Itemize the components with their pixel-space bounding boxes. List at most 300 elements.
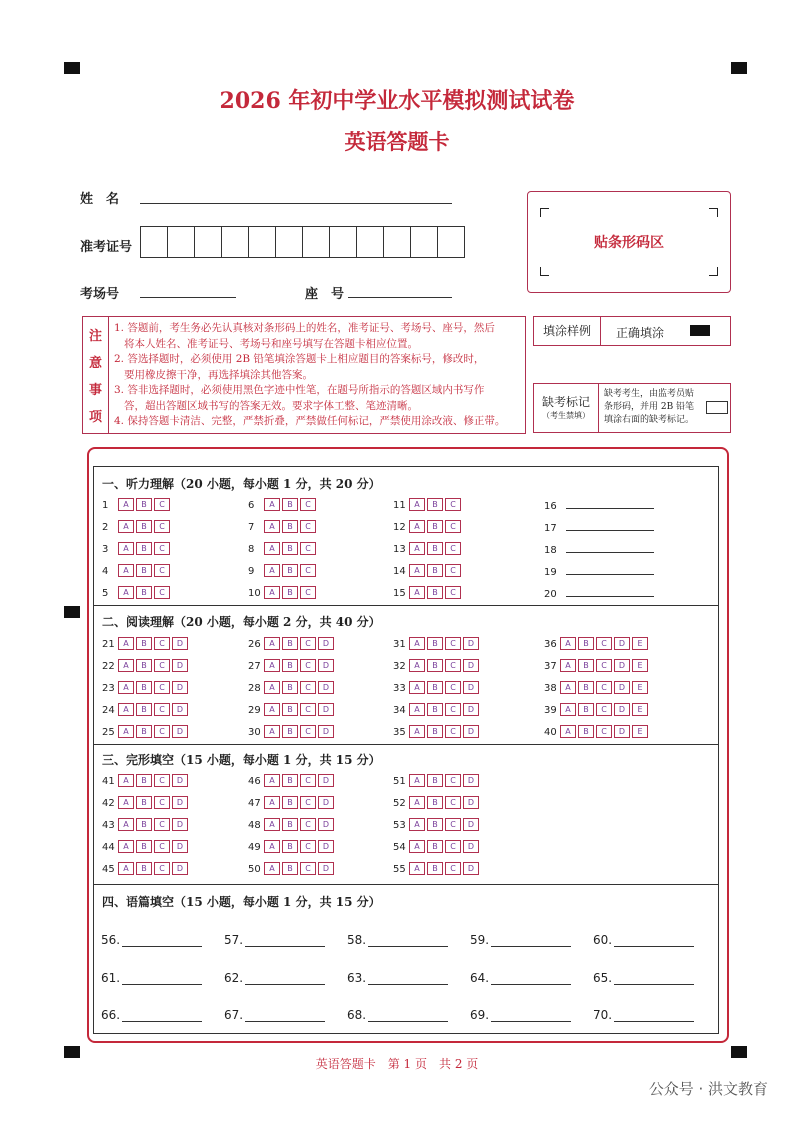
answer-bubble[interactable]: D (318, 637, 334, 650)
answer-bubble[interactable]: A (409, 774, 425, 787)
fill-blank[interactable] (101, 933, 202, 947)
page-footer: 英语答题卡 第 1 页 共 2 页 (315, 1057, 479, 1071)
answer-bubble[interactable]: A (409, 520, 425, 533)
answer-bubble[interactable]: A (264, 586, 280, 599)
question-number: 31 (393, 638, 406, 650)
answer-bubble[interactable]: D (172, 659, 188, 672)
answer-bubble[interactable]: C (300, 862, 316, 875)
blank-question[interactable] (544, 564, 654, 578)
answer-bubble[interactable]: D (463, 796, 479, 809)
answer-bubble[interactable]: C (154, 520, 170, 533)
fill-blank[interactable] (593, 971, 694, 985)
answer-line[interactable] (491, 934, 571, 947)
answer-bubble[interactable]: C (154, 564, 170, 577)
question-row (102, 498, 172, 512)
answer-bubble[interactable]: A (118, 681, 134, 694)
answer-line[interactable] (245, 972, 325, 985)
answer-line[interactable] (122, 972, 202, 985)
answer-bubble[interactable]: A (118, 659, 134, 672)
answer-bubble[interactable]: E (632, 725, 648, 738)
answer-bubble[interactable]: B (282, 862, 298, 875)
answer-bubble[interactable]: C (300, 818, 316, 831)
answer-bubble[interactable]: C (445, 564, 461, 577)
answer-bubble[interactable]: A (409, 725, 425, 738)
answer-bubble[interactable]: A (118, 796, 134, 809)
answer-line[interactable] (245, 1009, 325, 1022)
blank-question[interactable] (544, 498, 654, 512)
answer-bubble[interactable]: A (560, 637, 576, 650)
answer-bubble[interactable]: B (282, 586, 298, 599)
answer-bubble[interactable]: B (578, 659, 594, 672)
answer-bubble[interactable]: A (409, 542, 425, 555)
question-number: 55 (393, 863, 406, 875)
answer-bubble[interactable]: C (445, 725, 461, 738)
section-divider (93, 884, 718, 885)
answer-bubble[interactable]: C (300, 703, 316, 716)
answer-bubble[interactable]: A (118, 498, 134, 511)
question-row (248, 498, 318, 512)
question-number: 13 (393, 543, 406, 555)
answer-bubble[interactable]: B (427, 681, 443, 694)
name-field[interactable] (140, 203, 452, 204)
answer-bubble[interactable]: B (136, 818, 152, 831)
answer-bubble[interactable]: C (154, 840, 170, 853)
answer-bubble[interactable]: E (632, 681, 648, 694)
question-number: 36 (544, 638, 557, 650)
fill-blank[interactable] (347, 971, 448, 985)
answer-bubble[interactable]: D (463, 703, 479, 716)
answer-bubble[interactable]: A (264, 659, 280, 672)
fill-blank[interactable] (347, 933, 448, 947)
question-number: 9 (248, 565, 255, 577)
answer-bubble[interactable]: A (409, 818, 425, 831)
answer-bubble[interactable]: A (264, 542, 280, 555)
registration-mark (64, 62, 80, 74)
fill-sample-correct: 正确填涂 (616, 326, 665, 340)
answer-bubble[interactable]: D (614, 637, 630, 650)
answer-bubble[interactable]: B (578, 725, 594, 738)
answer-bubble[interactable]: C (300, 542, 316, 555)
blank-question[interactable] (544, 586, 654, 600)
question-row (102, 681, 190, 695)
answer-bubble[interactable]: A (560, 725, 576, 738)
answer-bubble[interactable]: D (318, 840, 334, 853)
answer-bubble[interactable]: B (136, 659, 152, 672)
question-number: 21 (102, 638, 115, 650)
answer-bubble[interactable]: C (300, 586, 316, 599)
question-number: 63. (347, 971, 367, 985)
answer-bubble[interactable]: D (463, 725, 479, 738)
fill-blank[interactable] (470, 933, 571, 947)
answer-bubble[interactable]: C (154, 586, 170, 599)
answer-bubble[interactable]: A (118, 862, 134, 875)
blank-question[interactable] (544, 520, 654, 534)
fill-blank[interactable] (224, 971, 325, 985)
question-number: 22 (102, 660, 115, 672)
answer-bubble[interactable]: D (318, 818, 334, 831)
question-number: 32 (393, 660, 406, 672)
answer-bubble[interactable]: B (427, 564, 443, 577)
answer-bubble[interactable]: C (300, 520, 316, 533)
answer-bubble[interactable]: A (264, 725, 280, 738)
answer-bubble[interactable]: B (427, 862, 443, 875)
question-row (102, 586, 172, 600)
answer-bubble[interactable]: D (318, 681, 334, 694)
answer-bubble[interactable]: D (463, 862, 479, 875)
room-field[interactable] (140, 297, 236, 298)
answer-bubble[interactable]: B (427, 520, 443, 533)
answer-line[interactable] (122, 934, 202, 947)
question-number: 29 (248, 704, 261, 716)
answer-bubble[interactable]: B (578, 637, 594, 650)
answer-bubble[interactable]: B (282, 681, 298, 694)
answer-bubble[interactable]: D (463, 774, 479, 787)
answer-bubble[interactable]: B (282, 703, 298, 716)
fill-blank[interactable] (101, 1008, 202, 1022)
answer-bubble[interactable]: B (427, 498, 443, 511)
answer-bubble[interactable]: A (264, 498, 280, 511)
answer-bubble[interactable]: C (300, 564, 316, 577)
answer-bubble[interactable]: C (154, 659, 170, 672)
question-row (393, 659, 481, 673)
answer-bubble[interactable]: B (282, 840, 298, 853)
answer-bubble[interactable]: B (427, 703, 443, 716)
question-row (248, 542, 318, 556)
answer-bubble[interactable]: B (578, 703, 594, 716)
question-row (102, 659, 190, 673)
question-number: 2 (102, 521, 109, 533)
answer-bubble[interactable]: D (172, 796, 188, 809)
answer-bubble[interactable]: D (318, 703, 334, 716)
answer-bubble[interactable]: D (318, 659, 334, 672)
answer-bubble[interactable]: D (614, 725, 630, 738)
answer-bubble[interactable]: C (300, 637, 316, 650)
answer-bubble[interactable]: B (136, 681, 152, 694)
answer-bubble[interactable]: A (264, 774, 280, 787)
answer-line[interactable] (122, 1009, 202, 1022)
fill-blank[interactable] (470, 1008, 571, 1022)
answer-line[interactable] (614, 972, 694, 985)
answer-bubble[interactable]: C (596, 725, 612, 738)
question-number: 34 (393, 704, 406, 716)
question-row (393, 586, 463, 600)
answer-bubble[interactable]: C (300, 796, 316, 809)
question-row (102, 564, 172, 578)
answer-bubble[interactable]: C (154, 637, 170, 650)
question-number: 17 (544, 523, 557, 534)
answer-bubble[interactable]: A (409, 659, 425, 672)
answer-line[interactable] (245, 934, 325, 947)
answer-bubble[interactable]: A (264, 796, 280, 809)
answer-bubble[interactable]: C (154, 703, 170, 716)
seat-label: 座 号 (305, 287, 345, 302)
answer-bubble[interactable]: B (282, 564, 298, 577)
answer-bubble[interactable]: A (264, 840, 280, 853)
answer-bubble[interactable]: B (136, 703, 152, 716)
answer-bubble[interactable]: C (445, 818, 461, 831)
answer-bubble[interactable]: D (172, 774, 188, 787)
answer-bubble[interactable]: C (300, 498, 316, 511)
answer-bubble[interactable]: C (300, 725, 316, 738)
answer-bubble[interactable]: B (578, 681, 594, 694)
fill-blank[interactable] (224, 933, 325, 947)
question-number: 46 (248, 775, 261, 787)
answer-bubble[interactable]: C (154, 542, 170, 555)
answer-bubble[interactable]: B (282, 498, 298, 511)
fill-blank[interactable] (101, 971, 202, 985)
question-number: 5 (102, 587, 109, 599)
answer-line[interactable] (491, 972, 571, 985)
question-number: 23 (102, 682, 115, 694)
answer-bubble[interactable]: D (318, 725, 334, 738)
answer-bubble[interactable]: C (300, 681, 316, 694)
answer-bubble[interactable]: E (632, 637, 648, 650)
question-row (102, 774, 190, 788)
answer-bubble[interactable]: C (445, 796, 461, 809)
question-row (544, 703, 650, 717)
answer-bubble[interactable]: A (409, 840, 425, 853)
answer-bubble[interactable]: B (136, 542, 152, 555)
answer-bubble[interactable]: B (282, 774, 298, 787)
answer-bubble[interactable]: B (136, 774, 152, 787)
answer-bubble[interactable]: A (409, 796, 425, 809)
question-row (393, 725, 481, 739)
answer-bubble[interactable]: B (427, 659, 443, 672)
answer-bubble[interactable]: B (427, 818, 443, 831)
answer-line[interactable] (368, 1009, 448, 1022)
notice-text: 1. 答题前，考生务必先认真核对条形码上的姓名，准考证号、考场号、座号，然后 将本人姓名、准考证号、考场号和座号填写在答题卡相应位置。 2. 答选择题时，必须使用 2B 铅笔填涂答题卡上相应题目的答案标号，修改时， 要用橡皮擦干净，再选择填涂其他答案。 3. 答非选择题时，必须使用黑色字迹中性笔，在题号所指示的答题区域内书写作 答，超出答题区域书写的答案无效。要求字体工整、笔迹清晰。 4. 保持答题卡清洁、完整，严禁折叠，严禁做任何标记，严禁使用涂改液、修正带。 (114, 322, 506, 427)
question-row (248, 774, 336, 788)
answer-bubble[interactable]: A (264, 818, 280, 831)
barcode-label: 贴条形码区 (594, 235, 664, 251)
answer-bubble[interactable]: C (445, 498, 461, 511)
answer-bubble[interactable]: A (118, 542, 134, 555)
answer-bubble[interactable]: A (264, 637, 280, 650)
answer-bubble[interactable]: C (445, 520, 461, 533)
question-row (248, 586, 318, 600)
answer-bubble[interactable]: A (264, 862, 280, 875)
answer-bubble[interactable]: B (136, 725, 152, 738)
answer-bubble[interactable]: B (427, 840, 443, 853)
answer-line[interactable] (491, 1009, 571, 1022)
question-number: 47 (248, 797, 261, 809)
answer-bubble[interactable]: B (282, 725, 298, 738)
question-row (248, 703, 336, 717)
answer-bubble[interactable]: C (596, 703, 612, 716)
answer-bubble[interactable]: B (282, 796, 298, 809)
answer-line[interactable] (566, 564, 654, 575)
fill-blank[interactable] (593, 1008, 694, 1022)
absent-bubble[interactable] (706, 401, 728, 414)
fill-blank[interactable] (347, 1008, 448, 1022)
answer-bubble[interactable]: B (136, 498, 152, 511)
answer-line[interactable] (614, 934, 694, 947)
watermark: 公众号 · 洪文教育 (648, 1080, 768, 1098)
answer-bubble[interactable]: C (596, 681, 612, 694)
answer-line[interactable] (614, 1009, 694, 1022)
answer-bubble[interactable]: D (172, 862, 188, 875)
answer-bubble[interactable]: D (463, 818, 479, 831)
answer-bubble[interactable]: D (172, 725, 188, 738)
answer-bubble[interactable]: E (632, 659, 648, 672)
answer-bubble[interactable]: A (560, 681, 576, 694)
id-label: 准考证号 (80, 240, 133, 255)
answer-bubble[interactable]: C (300, 659, 316, 672)
fill-blank[interactable] (593, 933, 694, 947)
fill-blank[interactable] (470, 971, 571, 985)
question-number: 60. (593, 933, 613, 947)
answer-line[interactable] (566, 542, 654, 553)
question-number: 7 (248, 521, 255, 533)
question-row (544, 681, 650, 695)
answer-bubble[interactable]: D (614, 659, 630, 672)
fill-blank[interactable] (224, 1008, 325, 1022)
answer-bubble[interactable]: B (427, 725, 443, 738)
question-number: 41 (102, 775, 115, 787)
question-number: 42 (102, 797, 115, 809)
question-row (102, 703, 190, 717)
answer-bubble[interactable]: C (154, 725, 170, 738)
blank-question[interactable] (544, 542, 654, 556)
answer-bubble[interactable]: B (136, 796, 152, 809)
question-row (248, 637, 336, 651)
answer-bubble[interactable]: C (445, 840, 461, 853)
answer-line[interactable] (368, 934, 448, 947)
answer-bubble[interactable]: D (463, 681, 479, 694)
answer-bubble[interactable]: B (282, 520, 298, 533)
answer-bubble[interactable]: A (409, 681, 425, 694)
answer-bubble[interactable]: A (409, 703, 425, 716)
answer-bubble[interactable]: A (409, 586, 425, 599)
answer-bubble[interactable]: D (172, 703, 188, 716)
answer-bubble[interactable]: C (445, 703, 461, 716)
answer-bubble[interactable]: A (409, 862, 425, 875)
answer-bubble[interactable]: A (118, 818, 134, 831)
answer-bubble[interactable]: B (136, 586, 152, 599)
question-row (544, 659, 650, 673)
answer-bubble[interactable]: C (445, 774, 461, 787)
answer-bubble[interactable]: C (154, 818, 170, 831)
seat-field[interactable] (348, 297, 452, 298)
answer-bubble[interactable]: C (445, 542, 461, 555)
answer-line[interactable] (566, 498, 654, 509)
answer-bubble[interactable]: C (300, 840, 316, 853)
answer-bubble[interactable]: D (172, 840, 188, 853)
answer-bubble[interactable]: B (282, 542, 298, 555)
question-number: 37 (544, 660, 557, 672)
answer-line[interactable] (566, 586, 654, 597)
answer-bubble[interactable]: D (318, 862, 334, 875)
answer-bubble[interactable]: C (445, 586, 461, 599)
question-number: 66. (101, 1008, 121, 1022)
answer-bubble[interactable]: B (282, 818, 298, 831)
answer-bubble[interactable]: A (409, 564, 425, 577)
question-row (248, 681, 336, 695)
answer-bubble[interactable]: D (463, 637, 479, 650)
answer-bubble[interactable]: C (154, 862, 170, 875)
answer-line[interactable] (566, 520, 654, 531)
question-number: 24 (102, 704, 115, 716)
answer-bubble[interactable]: D (172, 681, 188, 694)
question-number: 40 (544, 726, 557, 738)
answer-bubble[interactable]: C (154, 498, 170, 511)
question-number: 18 (544, 545, 557, 556)
answer-bubble[interactable]: E (632, 703, 648, 716)
answer-bubble[interactable]: A (264, 703, 280, 716)
answer-bubble[interactable]: C (596, 637, 612, 650)
question-number: 30 (248, 726, 261, 738)
question-row (248, 725, 336, 739)
answer-bubble[interactable]: A (560, 659, 576, 672)
answer-bubble[interactable]: A (118, 840, 134, 853)
answer-bubble[interactable]: C (596, 659, 612, 672)
answer-bubble[interactable]: D (463, 659, 479, 672)
answer-bubble[interactable]: A (264, 564, 280, 577)
answer-bubble[interactable]: B (427, 637, 443, 650)
question-row (393, 681, 481, 695)
fill-sample (533, 316, 731, 346)
answer-bubble[interactable]: A (118, 586, 134, 599)
answer-bubble[interactable]: A (118, 774, 134, 787)
id-number-boxes[interactable] (140, 226, 464, 258)
answer-bubble[interactable]: B (427, 774, 443, 787)
answer-bubble[interactable]: C (445, 659, 461, 672)
answer-bubble[interactable]: D (172, 637, 188, 650)
answer-bubble[interactable]: A (560, 703, 576, 716)
question-number: 1 (102, 499, 109, 511)
question-row (393, 564, 463, 578)
answer-bubble[interactable]: B (136, 564, 152, 577)
answer-bubble[interactable]: A (264, 520, 280, 533)
answer-bubble[interactable]: B (427, 796, 443, 809)
answer-line[interactable] (368, 972, 448, 985)
answer-bubble[interactable]: A (409, 498, 425, 511)
answer-bubble[interactable]: D (318, 774, 334, 787)
answer-bubble[interactable]: C (445, 862, 461, 875)
answer-bubble[interactable]: B (427, 542, 443, 555)
answer-bubble[interactable]: B (282, 637, 298, 650)
question-row (393, 818, 481, 832)
answer-bubble[interactable]: D (614, 703, 630, 716)
answer-bubble[interactable]: D (463, 840, 479, 853)
answer-bubble[interactable]: B (136, 862, 152, 875)
answer-bubble[interactable]: D (172, 818, 188, 831)
answer-bubble[interactable]: C (154, 774, 170, 787)
answer-bubble[interactable]: B (427, 586, 443, 599)
question-number: 45 (102, 863, 115, 875)
answer-bubble[interactable]: A (118, 637, 134, 650)
answer-bubble[interactable]: A (118, 564, 134, 577)
answer-bubble[interactable]: B (136, 520, 152, 533)
answer-bubble[interactable]: A (118, 725, 134, 738)
answer-bubble[interactable]: D (614, 681, 630, 694)
answer-bubble[interactable]: A (264, 681, 280, 694)
answer-bubble[interactable]: A (118, 520, 134, 533)
answer-bubble[interactable]: A (409, 637, 425, 650)
answer-bubble[interactable]: C (445, 681, 461, 694)
answer-bubble[interactable]: A (118, 703, 134, 716)
answer-bubble[interactable]: B (282, 659, 298, 672)
answer-bubble[interactable]: B (136, 840, 152, 853)
answer-bubble[interactable]: C (300, 774, 316, 787)
question-number: 70. (593, 1008, 613, 1022)
answer-bubble[interactable]: B (136, 637, 152, 650)
answer-bubble[interactable]: C (154, 796, 170, 809)
answer-bubble[interactable]: D (318, 796, 334, 809)
answer-bubble[interactable]: C (445, 637, 461, 650)
question-number: 25 (102, 726, 115, 738)
answer-bubble[interactable]: C (154, 681, 170, 694)
